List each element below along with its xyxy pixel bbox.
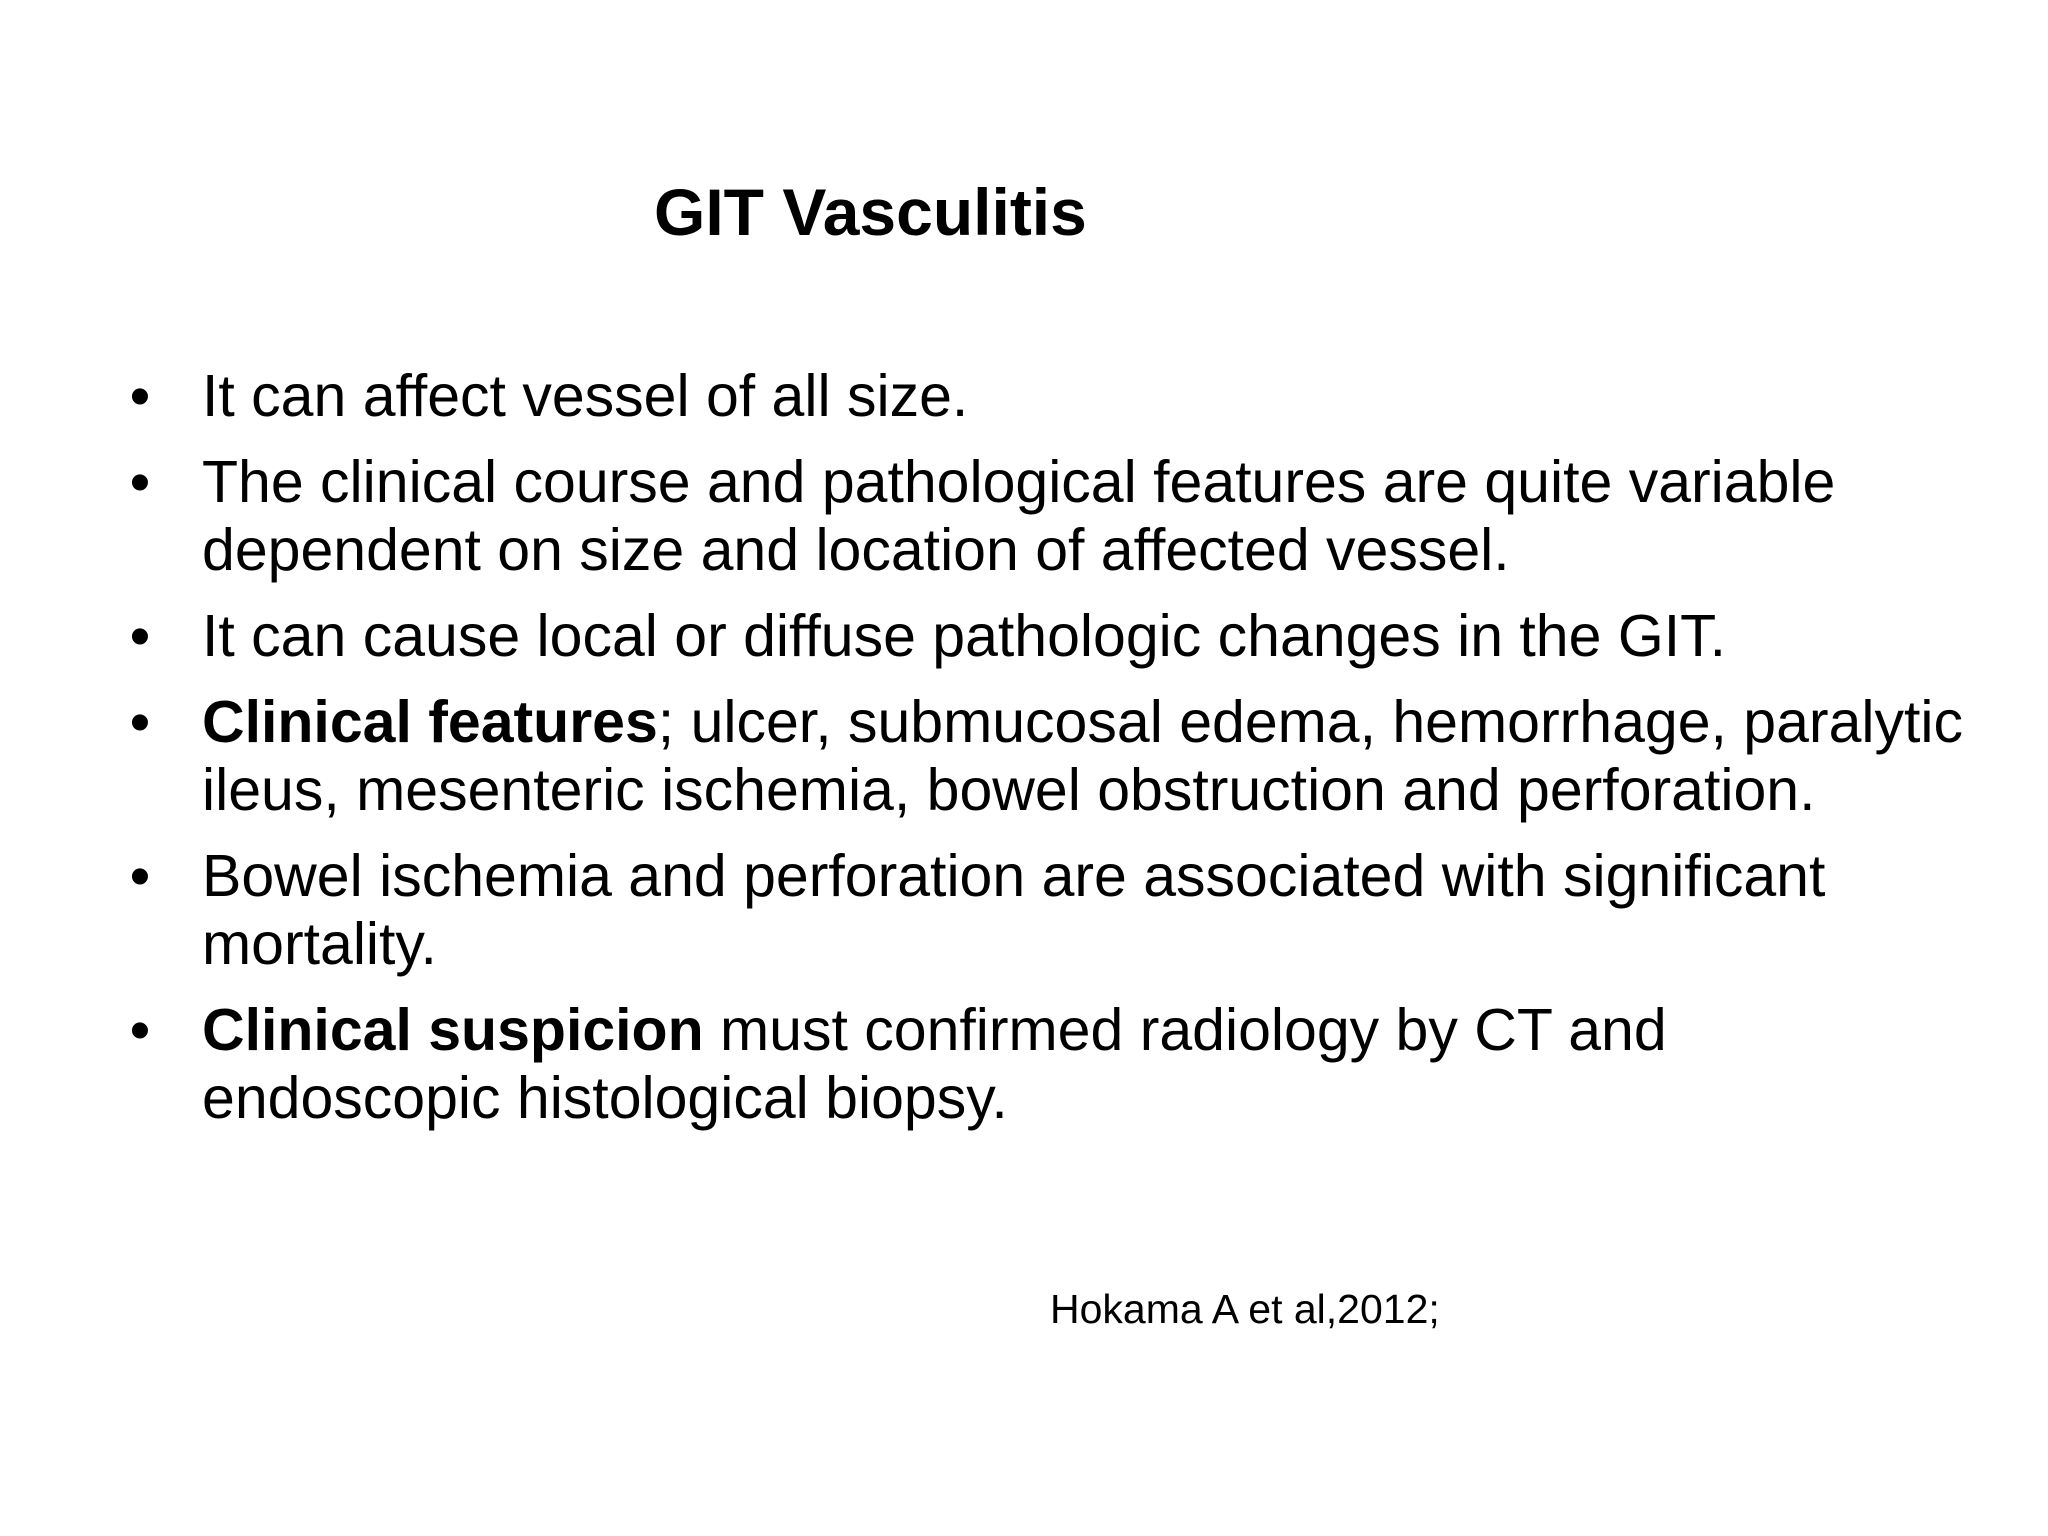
bullet-text: The clinical course and pathological features are quite variable dependent on size and location of affected vessel. xyxy=(202,449,1836,583)
bullet-dot: • xyxy=(129,997,151,1063)
bullet-dot: • xyxy=(129,449,151,515)
bullet-text: It can affect vessel of all size. xyxy=(202,363,969,429)
bullet-item xyxy=(120,448,1980,584)
bullet-bold-text: Clinical suspicion xyxy=(202,997,704,1063)
bullet-dot: • xyxy=(129,603,151,669)
bullet-dot: • xyxy=(129,843,151,909)
bullet-text: Bowel ischemia and perforation are associated with significant mortality. xyxy=(202,843,1826,977)
bullet-text: ; ulcer, submucosal edema, hemorrhage, paralytic ileus, mesenteric ischemia, bowel obstruction and perforation. xyxy=(202,689,1963,823)
bullet-list xyxy=(120,362,1980,1150)
bullet-item xyxy=(120,996,1980,1132)
bullet-item xyxy=(120,602,1980,670)
bullet-text: It can cause local or diffuse pathologic changes in the GIT. xyxy=(202,603,1727,669)
bullet-item xyxy=(120,362,1980,430)
bullet-item xyxy=(120,842,1980,978)
citation: Hokama A et al,2012; xyxy=(1050,1286,1440,1332)
bullet-dot: • xyxy=(129,363,151,429)
bullet-bold-text: Clinical features xyxy=(202,689,658,755)
slide-title: GIT Vasculitis xyxy=(654,175,1087,249)
bullet-item xyxy=(120,688,1980,824)
bullet-text: must confirmed radiology by CT and endoscopic histological biopsy. xyxy=(202,997,1667,1131)
bullet-dot: • xyxy=(129,689,151,755)
